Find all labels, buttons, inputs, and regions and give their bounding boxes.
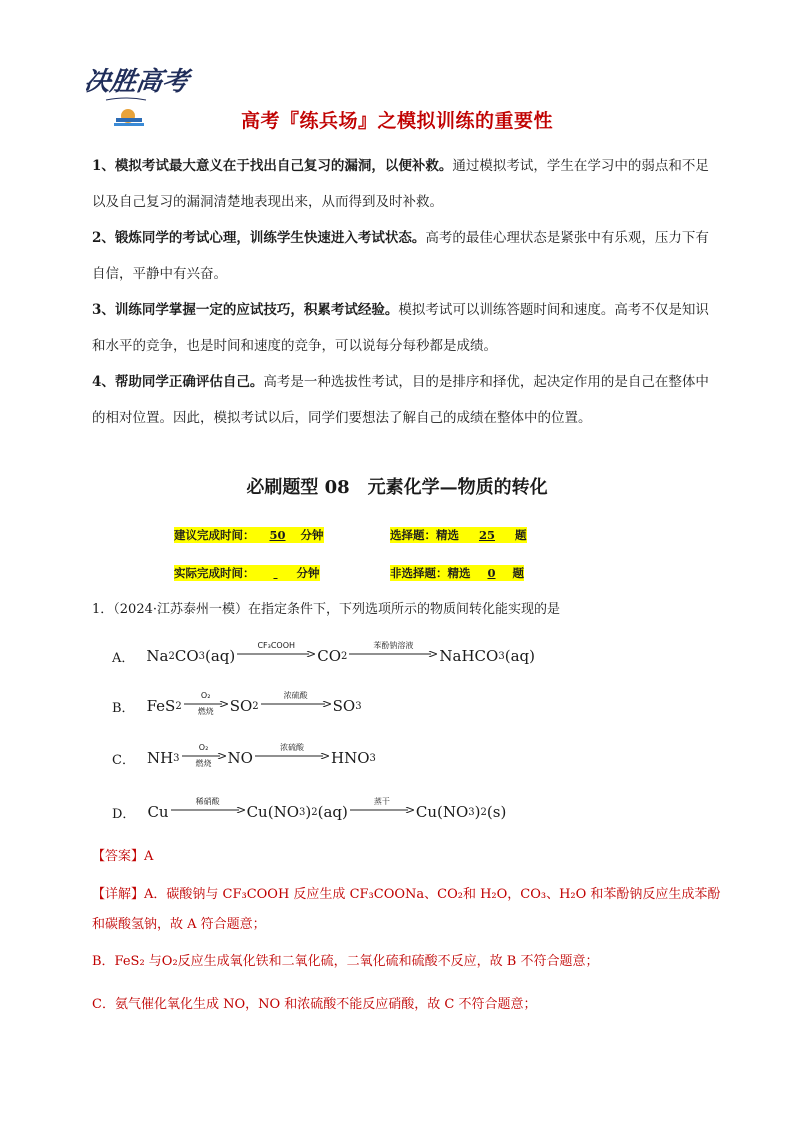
suggested-time-tag: [174, 527, 324, 543]
reaction-arrow: [261, 691, 331, 717]
arrow-condition-below: 燃烧: [197, 707, 214, 716]
option-c-letter: C．: [112, 752, 135, 768]
reaction-arrow: [350, 797, 414, 823]
option-d: [112, 792, 506, 832]
formula-part: CO: [174, 647, 199, 665]
detail-c: C．氨气催化氧化生成 NO，NO 和浓硫酸不能反应硝酸，故 C 不符合题意；: [92, 997, 537, 1012]
formula-sub: 2: [480, 806, 487, 818]
formula-part: (aq): [205, 647, 236, 665]
point-4-heading: 4、帮助同学正确评估自己。: [92, 374, 264, 390]
arrow-condition: CF₃COOH: [257, 641, 296, 650]
option-c: [112, 738, 376, 778]
reaction-arrow: [184, 691, 228, 717]
formula-part: Cu(NO: [415, 803, 469, 821]
option-b: [112, 686, 362, 726]
arrow-condition: 浓硫酸: [283, 691, 308, 700]
formula-sub: 3: [498, 650, 505, 662]
arrow-condition-below: 燃烧: [195, 759, 212, 768]
formula-sub: 3: [369, 752, 376, 764]
point-3: [92, 292, 714, 364]
point-3-heading: 3、训练同学掌握一定的应试技巧，积累考试经验。: [92, 302, 399, 318]
arrow-condition: O₂: [200, 691, 211, 700]
answer-line: 【答案】A: [92, 849, 154, 864]
page-title: 高考『练兵场』之模拟训练的重要性: [240, 110, 553, 132]
point-1-text: 通过模拟考试，学生在学习中的弱点和不足以及自己复习的漏洞清楚地表现出来，从而得到及时补救。: [92, 158, 709, 210]
point-4: [92, 364, 714, 436]
reaction-arrow: [182, 743, 226, 769]
reaction-arrow: [349, 641, 437, 667]
choice-count-value: 25: [478, 528, 495, 542]
option-a: [112, 636, 535, 676]
detail-b: B．FeS₂ 与O₂反应生成氧化铁和二氧化硫，二氧化硫和硫酸不反应，故 B 不符合题意；: [92, 954, 599, 969]
formula-sub: 2: [311, 806, 318, 818]
nonchoice-count-tag: [390, 565, 524, 581]
option-a-letter: A．: [112, 650, 135, 666]
point-1-heading: 1、模拟考试最大意义在于找出自己复习的漏洞，以便补救。: [92, 158, 453, 174]
svg-text:决胜高考: 决胜高考: [86, 67, 191, 97]
detail-a: 【详解】A．碳酸钠与 CF₃COOH 反应生成 CF₃COONa、CO₂和 H₂O，CO₃、H₂O 和苯酚钠反应生成苯酚和碳酸氢钠，故 A 符合题意；: [92, 887, 721, 932]
formula-part: Cu: [147, 803, 169, 821]
choice-count-label: 选择题：精选: [390, 528, 459, 542]
section-title: 必刷题型 08 元素化学—物质的转化: [246, 477, 548, 498]
formula-sub: 3: [355, 700, 362, 712]
formula-part: ): [474, 803, 481, 821]
formula-part: (aq): [317, 803, 348, 821]
nonchoice-count-value: 0: [487, 566, 496, 580]
actual-time-value: [255, 565, 297, 581]
formula-part: NaHCO: [439, 647, 499, 665]
nonchoice-count-unit: 题: [512, 566, 524, 580]
option-d-letter: D．: [112, 806, 136, 822]
arrow-condition: 浓硫酸: [279, 743, 304, 752]
formula-sub: 2: [341, 650, 348, 662]
suggested-time-label: 建议完成时间：: [174, 528, 255, 542]
formula-sub: 2: [168, 650, 175, 662]
suggested-time-unit: 分钟: [300, 528, 324, 542]
formula-sub: 3: [468, 806, 475, 818]
formula-part: CO: [317, 647, 342, 665]
formula-sub: 3: [299, 806, 306, 818]
formula-part: FeS: [146, 697, 176, 715]
arrow-condition: 稀硝酸: [195, 797, 220, 806]
formula-part: SO: [229, 697, 253, 715]
actual-time-unit: 分钟: [296, 566, 320, 580]
formula-part: (s): [486, 803, 507, 821]
formula-sub: 3: [198, 650, 205, 662]
choice-count-tag: [390, 527, 527, 543]
reaction-arrow: [171, 797, 245, 823]
reaction-arrow: [255, 743, 329, 769]
actual-time-label: 实际完成时间：: [174, 566, 255, 580]
formula-sub: 2: [252, 700, 259, 712]
choice-count-unit: 题: [515, 528, 527, 542]
option-b-letter: B．: [112, 700, 135, 716]
formula-sub: 2: [175, 700, 182, 712]
question-stem: 1．（2024·江苏泰州一模）在指定条件下，下列选项所示的物质间转化能实现的是: [92, 602, 560, 617]
nonchoice-count-label: 非选择题：精选: [390, 566, 471, 580]
formula-part: NO: [227, 749, 253, 767]
reaction-arrow: [237, 641, 315, 667]
point-1: [92, 148, 714, 220]
formula-part: HNO: [330, 749, 370, 767]
formula-sub: 3: [173, 752, 180, 764]
formula-part: (aq): [504, 647, 535, 665]
formula-part: ): [305, 803, 312, 821]
formula-part: Na: [146, 647, 169, 665]
point-3-text: 模拟考试可以训练答题时间和速度。高考不仅是知识和水平的竞争，也是时间和速度的竞争，可以说每分每秒都是成绩。: [92, 302, 709, 354]
point-4-text: 高考是一种选拔性考试，目的是排序和择优，起决定作用的是自己在整体中的相对位置。因此，模拟考试以后，同学们要想法了解自己的成绩在整体中的位置。: [92, 374, 709, 426]
arrow-condition: 苯酚钠溶液: [373, 641, 414, 650]
suggested-time-value: 50: [269, 528, 286, 542]
actual-time-tag: [174, 565, 320, 581]
formula-part: Cu(NO: [246, 803, 299, 821]
arrow-condition: O₂: [198, 743, 209, 752]
point-2: [92, 220, 714, 292]
point-2-text: 高考的最佳心理状态是紧张中有乐观，压力下有自信，平静中有兴奋。: [92, 230, 709, 282]
formula-part: SO: [332, 697, 356, 715]
arrow-condition: 蒸干: [373, 797, 390, 806]
formula-part: NH: [146, 749, 174, 767]
point-2-heading: 2、锻炼同学的考试心理，训练学生快速进入考试状态。: [92, 230, 426, 246]
